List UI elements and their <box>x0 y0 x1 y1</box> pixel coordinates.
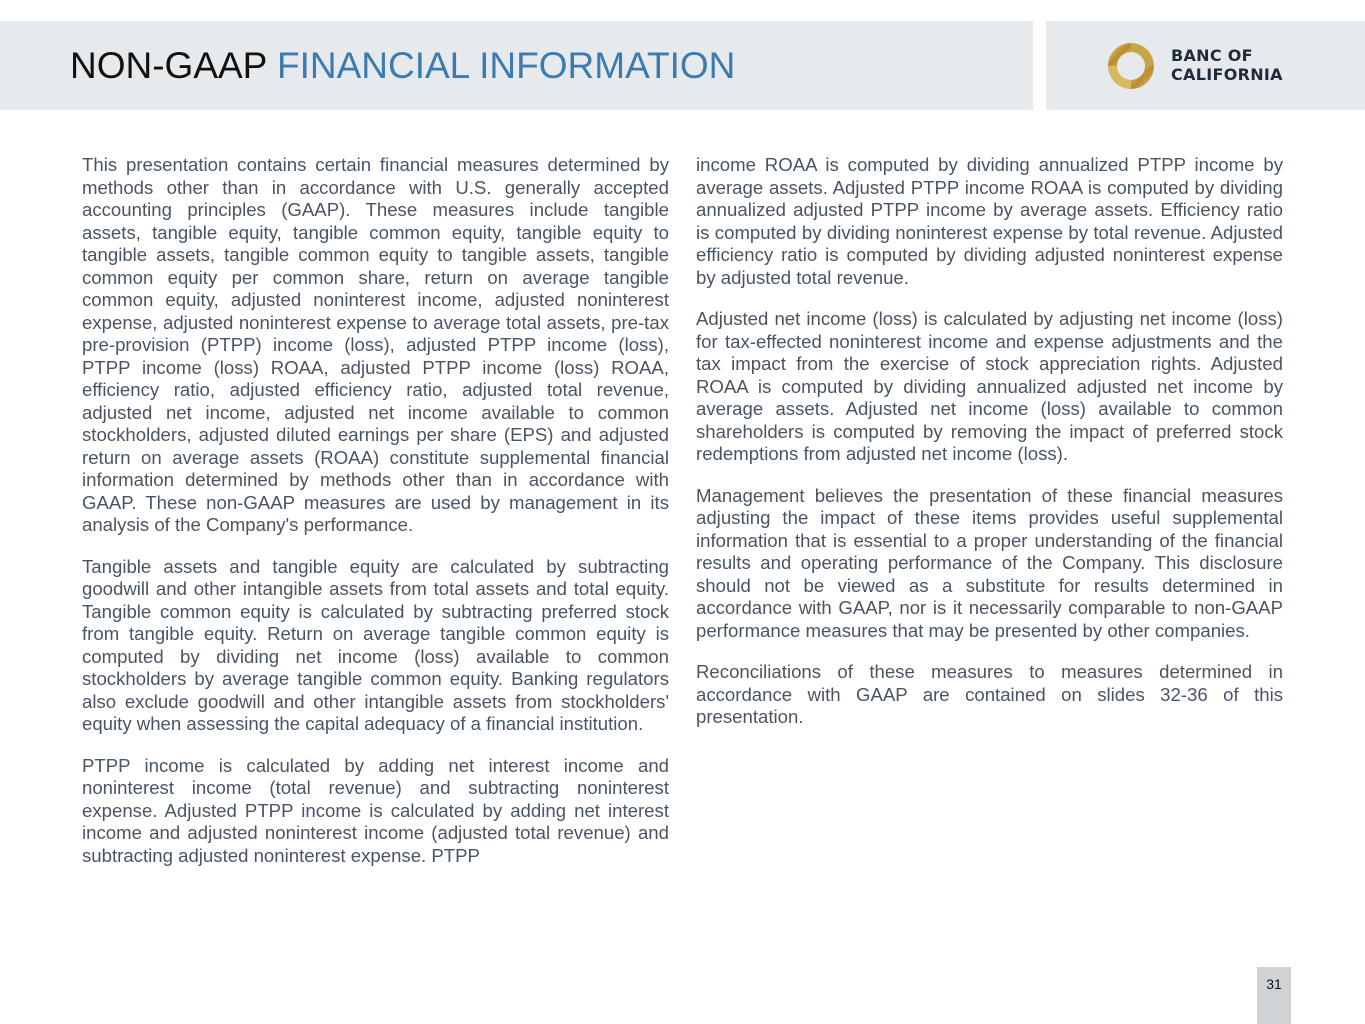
left-text-column <box>82 154 669 886</box>
title-part-dark: NON-GAAP <box>70 45 267 86</box>
brand-name-line1: BANC OF <box>1171 46 1253 65</box>
page-title <box>70 44 735 88</box>
paragraph-ptpp-income: PTPP income is calculated by adding net interest income and noninterest income (total revenue) and subtracting noninterest expense. Adjusted PTPP income is calculated by adding net interest income and adjusted noninterest income (adjusted total revenue) and subtracting adjusted noninterest expense. PTPP <box>82 754 669 866</box>
banc-of-california-logo-icon <box>1106 41 1156 91</box>
paragraph-tangible-assets: Tangible assets and tangible equity are calculated by subtracting goodwill and other intangible assets from total assets and total equity. Tangible common equity is calculated by subtracting preferred stock from tangible equity. Return on average tangible common equity is computed by dividing net income (loss) available to common stockholders by average tangible common equity. Banking regulators also exclude goodwill and other intangible assets from stockholders' equity when assessing the capital adequacy of a financial institution. <box>82 555 669 734</box>
page-number: 31 <box>1266 976 1282 992</box>
right-text-column <box>696 154 1283 748</box>
brand-name-line2: CALIFORNIA <box>1171 65 1283 84</box>
paragraph-management-belief: Management believes the presentation of these financial measures adjusting the impact of these items provides useful supplemental information that is essential to a proper understanding of the financial results and operating performance of the Company. This disclosure should not be viewed as a substitute for results determined in accordance with GAAP, nor is it necessarily comparable to non-GAAP performance measures that may be presented by other companies. <box>696 484 1283 641</box>
brand-name <box>1171 46 1283 84</box>
paragraph-roaa-efficiency: income ROAA is computed by dividing annualized PTPP income by average assets. Adjusted PTPP income ROAA is computed by dividing annualized adjusted PTPP income by average assets. Efficiency ratio is computed by dividing noninterest expense by total revenue. Adjusted efficiency ratio is computed by dividing adjusted noninterest expense by adjusted total revenue. <box>696 154 1283 288</box>
paragraph-reconciliations: Reconciliations of these measures to measures determined in accordance with GAAP are contained on slides 32-36 of this presentation. <box>696 661 1283 727</box>
title-part-accent: FINANCIAL INFORMATION <box>276 45 736 86</box>
paragraph-intro: This presentation contains certain financial measures determined by methods other than in accordance with U.S. generally accepted accounting principles (GAAP). These measures include tangible assets, tangible equity, tangible common equity, tangible equity to tangible assets, tangible common equity to tangible assets, tangible common equity per common share, return on average tangible common equity, adjusted noninterest income, adjusted noninterest expense, adjusted noninterest expense to average total assets, pre-tax pre-provision (PTPP) income (loss), adjusted PTPP income (loss), PTPP income (loss) ROAA, adjusted PTPP income (loss) ROAA, efficiency ratio, adjusted efficiency ratio, adjusted total revenue, adjusted net income, adjusted net income available to common stockholders, adjusted diluted earnings per share (EPS) and adjusted return on average assets (ROAA) constitute supplemental financial information determined by methods other than in accordance with GAAP. These non-GAAP measures are used by management in its analysis of the Company's performance. <box>82 154 669 535</box>
paragraph-adjusted-net-income: Adjusted net income (loss) is calculated by adjusting net income (loss) for tax-effected noninterest income and expense adjustments and the tax impact from the exercise of stock appreciation rights. Adjusted ROAA is computed by dividing annualized adjusted net income by average assets. Adjusted net income (loss) available to common shareholders is computed by removing the impact of preferred stock redemptions from adjusted net income (loss). <box>696 308 1283 464</box>
